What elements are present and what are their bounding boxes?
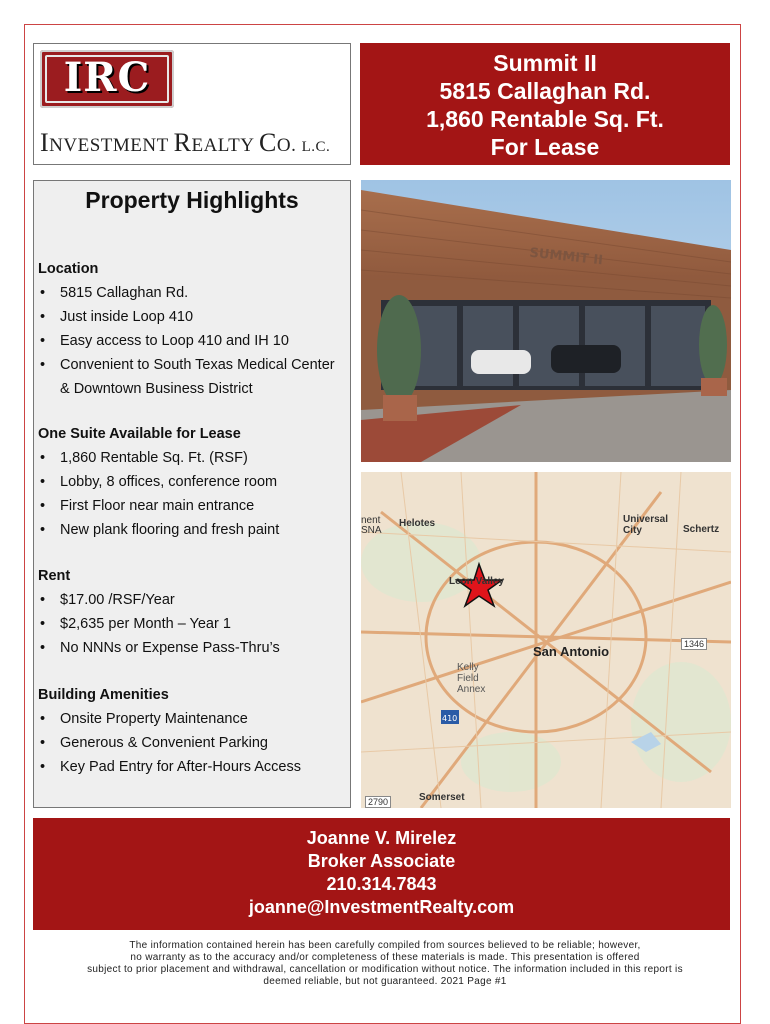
map-label-helotes: Helotes xyxy=(399,518,436,529)
rent-section xyxy=(38,564,346,660)
list-item-continuation: & Downtown Business District xyxy=(60,381,253,397)
amenities-section xyxy=(38,683,346,779)
map-label-schertz: Schertz xyxy=(683,524,720,535)
disclaimer-line: deemed reliable, but not guaranteed. 2021 Page #1 xyxy=(263,976,507,987)
highlights-title: Property Highlights xyxy=(85,187,299,213)
disclaimer-line: The information contained herein has been carefully compiled from sources believed to be reliable; however, xyxy=(129,940,641,951)
map-label-san-antonio: San Antonio xyxy=(533,644,610,659)
map-label-leon-valley: Leon Valley xyxy=(449,576,505,587)
map-label-route-2790: 2790 xyxy=(365,796,391,808)
list-item: • $2,635 per Month – Year 1 xyxy=(40,616,231,632)
contact-title: Broker Associate xyxy=(307,851,456,871)
irc-logo-badge xyxy=(40,50,174,108)
section-heading: Location xyxy=(38,261,99,277)
map-label-kelly-field: Kelly Field Annex xyxy=(457,662,486,695)
rentable-area: 1,860 Rentable Sq. Ft. xyxy=(426,106,664,132)
list-item: • Just inside Loop 410 xyxy=(40,309,194,325)
shield-410-label: 410 xyxy=(442,714,458,723)
section-heading: Building Amenities xyxy=(38,687,169,703)
disclaimer xyxy=(40,940,730,988)
contact-name: Joanne V. Mirelez xyxy=(306,828,457,848)
section-heading: One Suite Available for Lease xyxy=(38,426,241,442)
property-header xyxy=(360,43,730,165)
property-highlights-panel xyxy=(33,180,351,808)
address: 5815 Callaghan Rd. xyxy=(439,78,651,104)
section-heading: Rent xyxy=(38,568,71,584)
location-map xyxy=(361,472,731,808)
list-item: • 1,860 Rentable Sq. Ft. (RSF) xyxy=(40,450,248,466)
building-photo xyxy=(361,180,731,462)
list-item: • Easy access to Loop 410 and IH 10 xyxy=(40,333,289,349)
disclaimer-line: subject to prior placement and withdrawal, cancellation or modification without notice. The information included in this report is xyxy=(87,964,683,975)
contact-email[interactable]: joanne@InvestmentRealty.com xyxy=(248,897,515,917)
map-label-somerset: Somerset xyxy=(419,792,465,803)
map-label-universal-city: Universal City xyxy=(623,514,669,536)
list-item: • $17.00 /RSF/Year xyxy=(40,592,175,608)
disclaimer-line: no warranty as to the accuracy and/or completeness of these materials is made. This presentation is offered xyxy=(130,952,640,963)
list-item: • First Floor near main entrance xyxy=(40,498,255,514)
suite-section xyxy=(38,422,346,542)
lease-status: For Lease xyxy=(490,134,600,160)
list-item: • Key Pad Entry for After-Hours Access xyxy=(40,759,301,775)
map-label-route-1346: 1346 xyxy=(681,638,707,650)
location-section xyxy=(38,257,346,401)
map-edge-label: nent SNA xyxy=(361,515,382,536)
list-item: • Onsite Property Maintenance xyxy=(40,711,248,727)
company-logo xyxy=(33,43,351,165)
contact-phone[interactable]: 210.314.7843 xyxy=(326,874,437,894)
list-item: • 5815 Callaghan Rd. xyxy=(40,285,189,301)
building-sign: SUMMIT II xyxy=(528,245,604,269)
logo-mark: IRC xyxy=(63,54,151,101)
list-item: • No NNNs or Expense Pass-Thru’s xyxy=(40,640,280,656)
list-item: • Generous & Convenient Parking xyxy=(40,735,268,751)
company-name: INVESTMENT REALTY CO. L.C. xyxy=(40,128,331,157)
list-item: • Lobby, 8 offices, conference room xyxy=(40,474,278,490)
list-item: • New plank flooring and fresh paint xyxy=(40,522,280,538)
list-item: • Convenient to South Texas Medical Center xyxy=(40,357,335,373)
contact-box xyxy=(33,818,730,930)
building-name: Summit II xyxy=(493,50,597,76)
